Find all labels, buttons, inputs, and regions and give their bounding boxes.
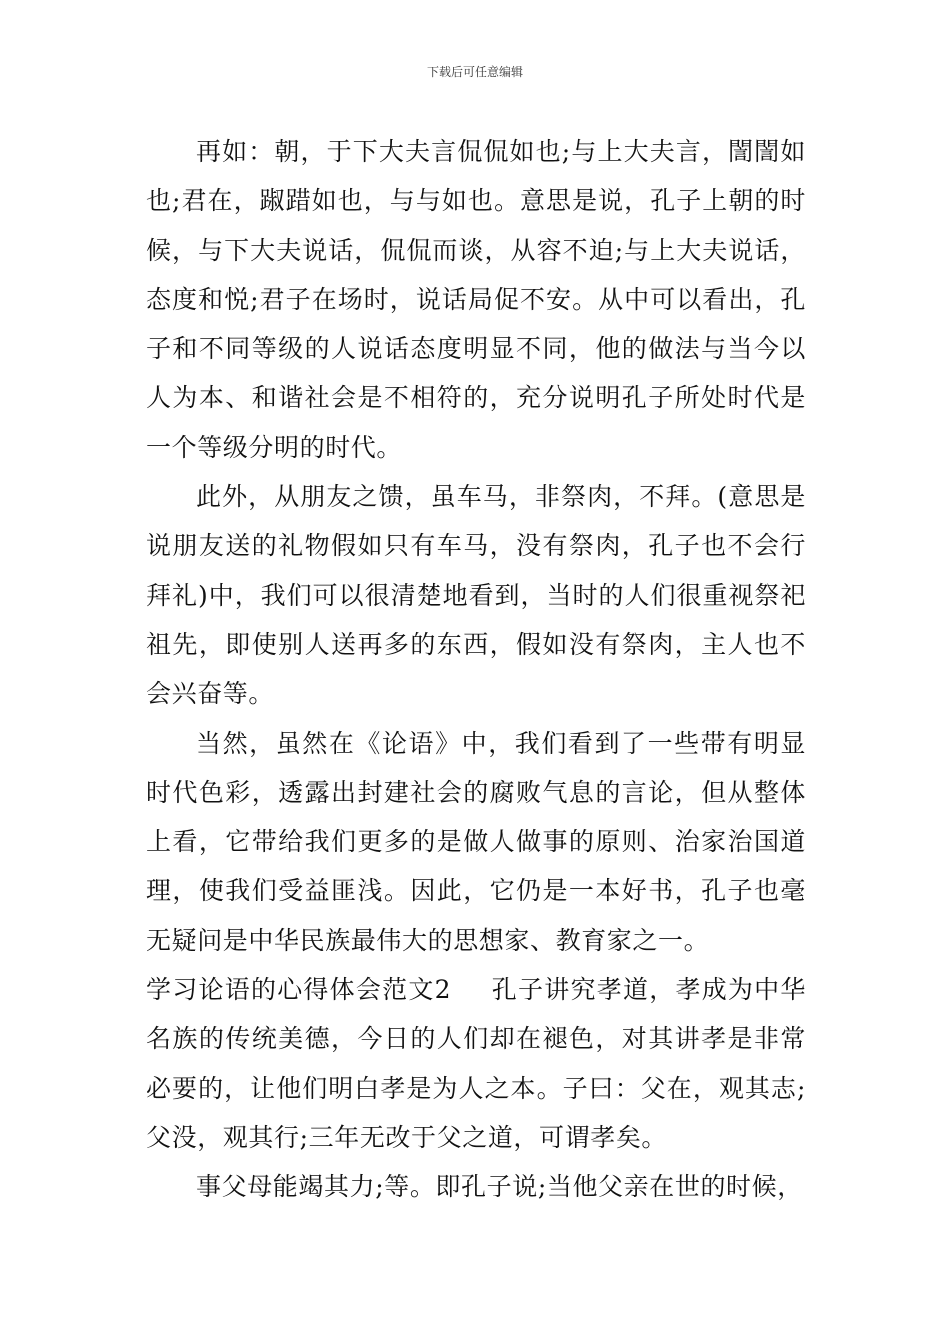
page-header: 下载后可任意编辑 <box>426 65 523 79</box>
section-text: 孔子讲究孝道，孝成为中华名族的传统美德，今日的人们却在褪色，对其讲孝是非常必要的，让他们明白孝是为人之本。子曰：父在，观其志;父没，观其行;三年无改于父之道，可谓孝矣。 <box>146 975 807 1152</box>
section-title: 学习论语的心得体会范文2 <box>146 975 452 1005</box>
paragraph-1: 再如：朝，于下大夫言侃侃如也;与上大夫言，誾誾如也;君在，踧踖如也，与与如也。意思是说，孔子上朝的时候，与下大夫说话，侃侃而谈，从容不迫;与上大夫说话，态度和悦;君子在场时，说话局促不安。从中可以看出，孔子和不同等级的人说话态度明显不同，他的做法与当今以人为本、和谐社会是不相符的，充分说明孔子所处时代是一个等级分明的时代。 <box>146 137 806 462</box>
document-body <box>146 127 806 1212</box>
paragraph-3: 当然，虽然在《论语》中，我们看到了一些带有明显时代色彩，透露出封建社会的腐败气息的言论，但从整体上看，它带给我们更多的是做人做事的原则、治家治国道理，使我们受益匪浅。因此，它仍是一本好书，孔子也毫无疑问是中华民族最伟大的思想家、教育家之一。 <box>146 728 806 955</box>
paragraph-last: 事父母能竭其力;等。即孔子说;当他父亲在世的时候， <box>196 1172 803 1202</box>
paragraph-2: 此外，从朋友之馈，虽车马，非祭肉，不拜。(意思是说朋友送的礼物假如只有车马，没有祭肉，孔子也不会行拜礼)中，我们可以很清楚地看到，当时的人们很重视祭祀祖先，即使别人送再多的东西，假如没有祭肉，主人也不会兴奋等。 <box>146 482 806 709</box>
section-block <box>146 965 806 1162</box>
